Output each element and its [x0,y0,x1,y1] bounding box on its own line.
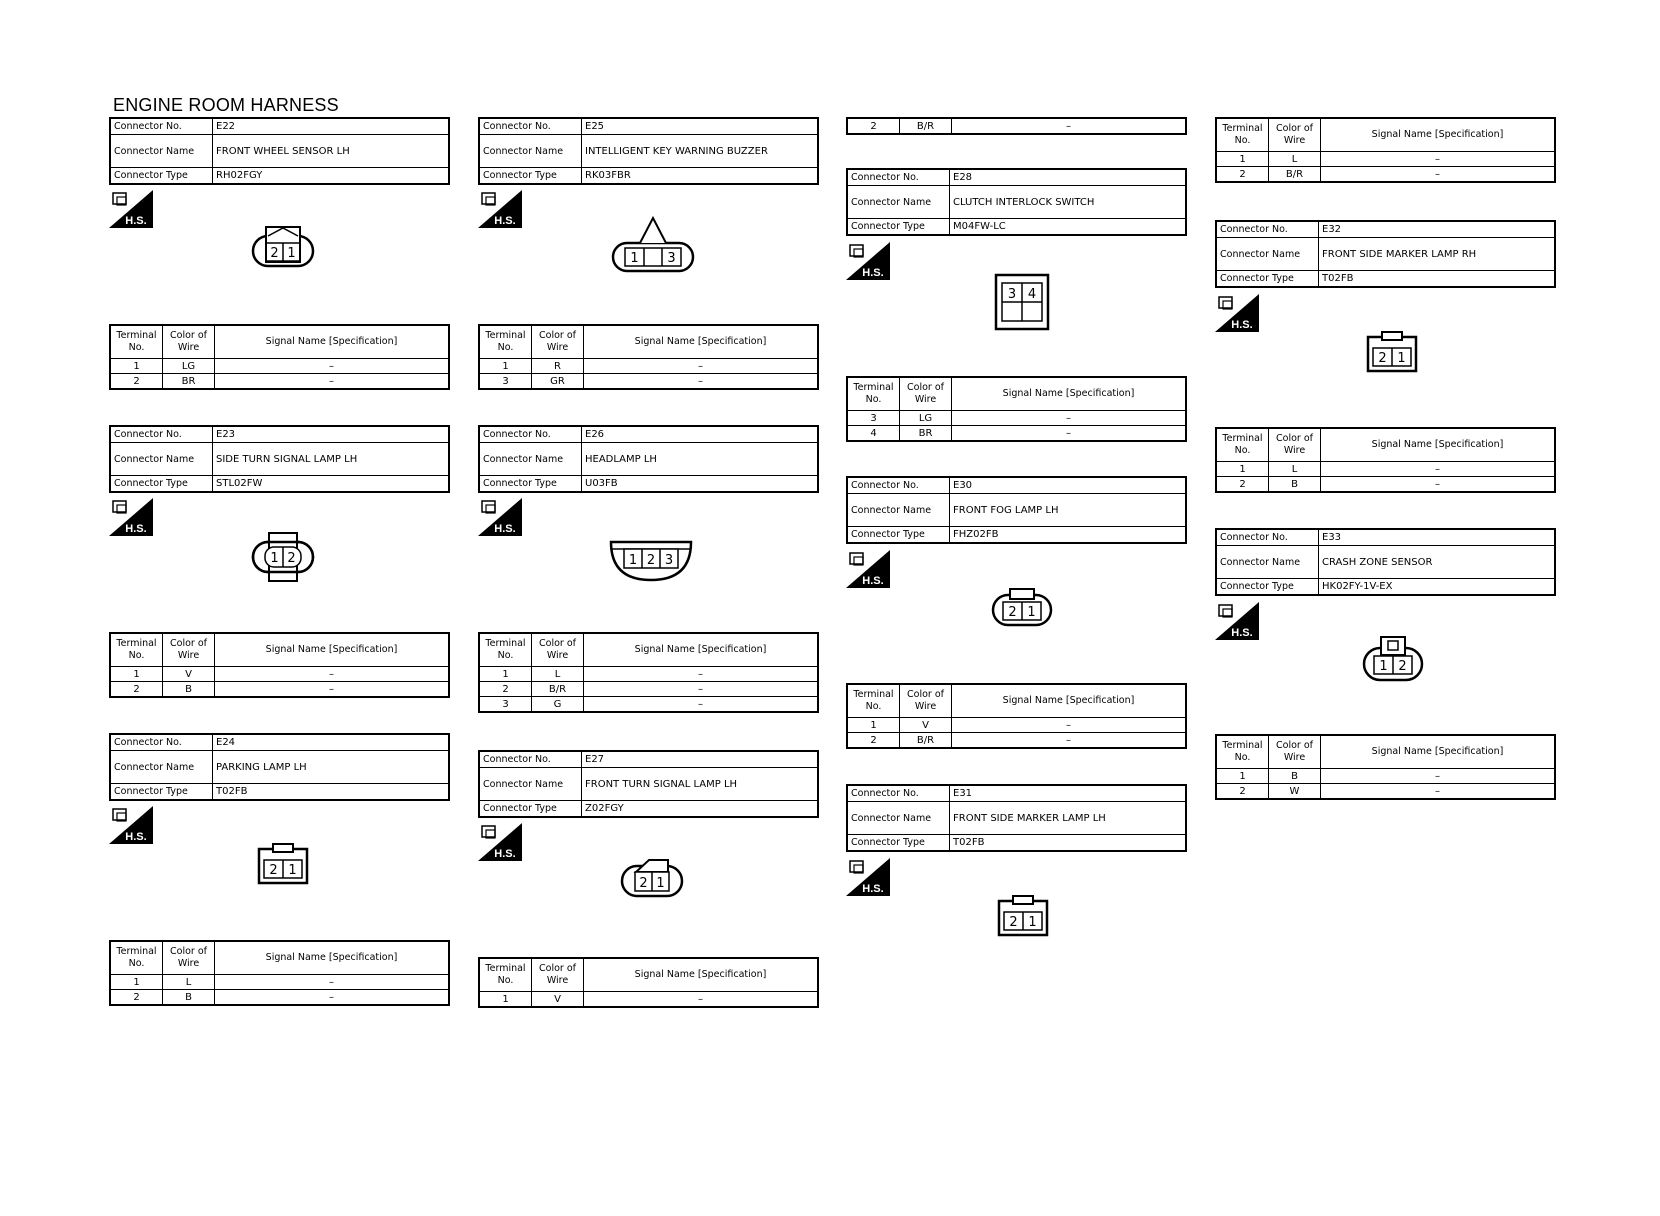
pin-label: 2 [646,553,656,568]
header-color-of-wire: Color of Wire [163,941,215,975]
header-signal-name: Signal Name [Specification] [1321,428,1556,462]
connector-diagram-e23 [250,530,316,584]
header-terminal-no: Terminal No. [1216,735,1269,769]
header-terminal-no: Terminal No. [1216,428,1269,462]
pin-label: 1 [628,553,638,568]
label-connector-name: Connector Name [1216,546,1319,579]
connector-diagram-e28 [994,273,1050,331]
terminal-cell: 2 [110,990,163,1006]
pin-label: 1 [1397,351,1406,366]
color-cell: B [163,682,215,698]
pin-label: 4 [1027,287,1037,302]
pin-label: 2 [269,863,278,878]
color-cell: V [900,718,952,733]
label-connector-no: Connector No. [1216,529,1319,546]
color-cell: LG [900,411,952,426]
connector-diagram-e26 [608,536,694,582]
signal-cell: – [584,682,819,697]
terminal-cell: 3 [479,697,532,713]
header-terminal-no: Terminal No. [479,325,532,359]
terminal-cell: 1 [479,992,532,1008]
connector-info-e25 [478,117,819,185]
header-signal-name: Signal Name [Specification] [584,325,819,359]
terminal-cell: 3 [479,374,532,390]
connector-type-value: STL02FW [213,476,450,493]
table-row [847,718,1186,733]
connector-info-e32 [1215,220,1556,288]
pin-label: 1 [630,251,639,266]
signal-cell: – [952,733,1187,749]
terminal-cell: 4 [847,426,900,442]
terminal-cell: 1 [479,667,532,682]
hs-icon [478,498,522,536]
header-color-of-wire: Color of Wire [900,377,952,411]
connector-name-value: FRONT SIDE MARKER LAMP LH [950,802,1187,835]
connector-info-e26 [478,425,819,493]
table-row [1216,462,1555,477]
connector-no-value: E33 [1319,529,1556,546]
terminal-cell: 1 [847,718,900,733]
color-cell: BR [163,374,215,390]
terminal-cell: 1 [479,359,532,374]
terminal-cell: 2 [847,733,900,749]
hs-badge-text: H.S. [494,848,516,860]
table-row [110,359,449,374]
pin-label: 3 [667,251,676,266]
label-connector-type: Connector Type [479,168,582,185]
label-connector-name: Connector Name [110,751,213,784]
terminal-cell: 3 [847,411,900,426]
hs-badge-text: H.S. [494,215,516,227]
table-row [110,682,449,698]
connector-diagram-e32 [1366,331,1418,373]
color-cell: L [532,667,584,682]
table-row [1216,784,1555,800]
connector-name-value: FRONT TURN SIGNAL LAMP LH [582,768,819,801]
connector-type-value: T02FB [213,784,450,801]
hs-badge-text: H.S. [1231,627,1253,639]
label-connector-type: Connector Type [110,784,213,801]
color-cell: B [1269,769,1321,784]
pin-label: 2 [1398,659,1407,674]
color-cell: G [532,697,584,713]
label-connector-type: Connector Type [847,219,950,236]
hs-badge-text: H.S. [494,523,516,535]
header-signal-name: Signal Name [Specification] [584,958,819,992]
connector-info-e23 [109,425,450,493]
connector-no-value: E28 [950,169,1187,186]
connector-name-value: CLUTCH INTERLOCK SWITCH [950,186,1187,219]
header-color-of-wire: Color of Wire [900,684,952,718]
pin-label: 2 [287,551,296,566]
header-signal-name: Signal Name [Specification] [952,684,1187,718]
connector-type-value: HK02FY-1V-EX [1319,579,1556,596]
header-signal-name: Signal Name [Specification] [952,377,1187,411]
color-cell: V [163,667,215,682]
signal-cell: – [952,426,1187,442]
hs-badge-text: H.S. [125,523,147,535]
pin-label: 1 [656,876,665,891]
header-terminal-no: Terminal No. [479,958,532,992]
connector-no-value: E31 [950,785,1187,802]
signal-cell: – [215,975,450,990]
terminal-cell: 2 [110,374,163,390]
table-row [110,374,449,390]
label-connector-name: Connector Name [110,443,213,476]
pin-label: 1 [1027,605,1036,620]
pin-label: 3 [1007,287,1017,302]
label-connector-no: Connector No. [479,751,582,768]
color-cell: GR [532,374,584,390]
signal-cell: – [1321,167,1556,183]
connector-no-value: E23 [213,426,450,443]
header-terminal-no: Terminal No. [847,684,900,718]
hs-badge-text: H.S. [862,267,884,279]
connector-diagram-e27 [619,856,685,900]
connector-no-value: E24 [213,734,450,751]
header-terminal-no: Terminal No. [110,633,163,667]
label-connector-no: Connector No. [110,734,213,751]
table-row [1216,769,1555,784]
pin-label: 2 [270,246,279,261]
label-connector-no: Connector No. [110,426,213,443]
hs-icon [478,190,522,228]
signal-cell: – [215,682,450,698]
table-row [479,667,818,682]
color-cell: B/R [900,733,952,749]
signal-cell: – [952,411,1187,426]
header-color-of-wire: Color of Wire [1269,118,1321,152]
hs-icon [109,806,153,844]
connector-info-e31 [846,784,1187,852]
wire-table-e28 [846,376,1187,442]
header-color-of-wire: Color of Wire [163,633,215,667]
wire-table-e30 [846,683,1187,749]
signal-cell: – [215,667,450,682]
pin-label: 2 [1009,915,1018,930]
signal-cell: – [952,718,1187,733]
table-row [110,990,449,1006]
pin-label: 1 [1379,659,1388,674]
hs-icon [846,550,890,588]
hs-icon [478,823,522,861]
terminal-cell: 2 [479,682,532,697]
terminal-cell: 1 [110,359,163,374]
table-row [847,733,1186,749]
connector-type-value: RK03FBR [582,168,819,185]
connector-type-value: U03FB [582,476,819,493]
connector-no-value: E32 [1319,221,1556,238]
connector-type-value: FHZ02FB [950,527,1187,544]
pin-label: 1 [270,551,279,566]
header-signal-name: Signal Name [Specification] [1321,118,1556,152]
label-connector-type: Connector Type [110,168,213,185]
wire-table-e33 [1215,734,1556,800]
label-connector-no: Connector No. [479,426,582,443]
signal-cell: – [584,359,819,374]
connector-info-e33 [1215,528,1556,596]
label-connector-name: Connector Name [847,494,950,527]
hs-icon [1215,602,1259,640]
header-color-of-wire: Color of Wire [532,325,584,359]
signal-cell: – [952,118,1187,134]
table-row [479,359,818,374]
connector-no-value: E30 [950,477,1187,494]
color-cell: B/R [900,118,952,134]
terminal-cell: 1 [1216,152,1269,167]
signal-cell: – [1321,477,1556,493]
label-connector-type: Connector Type [110,476,213,493]
signal-cell: – [1321,769,1556,784]
table-row [1216,167,1555,183]
header-terminal-no: Terminal No. [479,633,532,667]
connector-info-e24 [109,733,450,801]
table-row [110,667,449,682]
label-connector-name: Connector Name [847,186,950,219]
table-row [479,682,818,697]
signal-cell: – [215,374,450,390]
pin-label: 2 [1378,351,1387,366]
color-cell: L [163,975,215,990]
label-connector-no: Connector No. [479,118,582,135]
color-cell: B/R [1269,167,1321,183]
label-connector-no: Connector No. [110,118,213,135]
label-connector-name: Connector Name [479,768,582,801]
wire-table-e27 [478,957,819,1008]
connector-name-value: FRONT WHEEL SENSOR LH [213,135,450,168]
signal-cell: – [584,374,819,390]
label-connector-no: Connector No. [847,477,950,494]
header-signal-name: Signal Name [Specification] [215,325,450,359]
terminal-cell: 1 [110,667,163,682]
connector-name-value: FRONT SIDE MARKER LAMP RH [1319,238,1556,271]
connector-type-value: M04FW-LC [950,219,1187,236]
hs-badge-text: H.S. [862,575,884,587]
terminal-cell: 2 [110,682,163,698]
label-connector-name: Connector Name [1216,238,1319,271]
table-row [847,411,1186,426]
terminal-cell: 2 [1216,477,1269,493]
table-row [847,118,1186,134]
table-row [1216,152,1555,167]
color-cell: B/R [532,682,584,697]
connector-info-e28 [846,168,1187,236]
header-color-of-wire: Color of Wire [1269,735,1321,769]
connector-info-e22 [109,117,450,185]
connector-name-value: INTELLIGENT KEY WARNING BUZZER [582,135,819,168]
header-signal-name: Signal Name [Specification] [1321,735,1556,769]
label-connector-type: Connector Type [1216,271,1319,288]
pin-label: 2 [639,876,648,891]
header-color-of-wire: Color of Wire [532,958,584,992]
signal-cell: – [1321,462,1556,477]
pin-label: 1 [1028,915,1037,930]
connector-no-value: E25 [582,118,819,135]
table-row [1216,477,1555,493]
wire-table-e25 [478,324,819,390]
pin-label: 1 [287,246,296,261]
label-connector-name: Connector Name [110,135,213,168]
terminal-cell: 2 [1216,167,1269,183]
label-connector-no: Connector No. [847,785,950,802]
label-connector-type: Connector Type [479,801,582,818]
connector-diagram-e33 [1361,634,1425,684]
header-terminal-no: Terminal No. [847,377,900,411]
terminal-cell: 1 [1216,462,1269,477]
label-connector-type: Connector Type [479,476,582,493]
hs-badge-text: H.S. [125,831,147,843]
table-row [479,374,818,390]
signal-cell: – [215,359,450,374]
connector-type-value: RH02FGY [213,168,450,185]
connector-diagram-e25 [610,215,696,273]
hs-badge-text: H.S. [125,215,147,227]
terminal-cell: 1 [1216,769,1269,784]
connector-info-e27 [478,750,819,818]
connector-type-value: T02FB [950,835,1187,852]
pin-label: 3 [664,553,674,568]
pin-label: 1 [288,863,297,878]
signal-cell: – [584,697,819,713]
terminal-cell: 2 [1216,784,1269,800]
table-row [479,992,818,1008]
label-connector-name: Connector Name [479,135,582,168]
label-connector-name: Connector Name [847,802,950,835]
connector-name-value: PARKING LAMP LH [213,751,450,784]
wire-table-e27-continued [846,117,1187,135]
color-cell: L [1269,152,1321,167]
header-terminal-no: Terminal No. [110,941,163,975]
wire-table-e26 [478,632,819,713]
label-connector-name: Connector Name [479,443,582,476]
wire-table-e22 [109,324,450,390]
color-cell: V [532,992,584,1008]
header-color-of-wire: Color of Wire [532,633,584,667]
hs-icon [846,242,890,280]
hs-icon [109,190,153,228]
signal-cell: – [215,990,450,1006]
color-cell: BR [900,426,952,442]
hs-icon [846,858,890,896]
signal-cell: – [584,992,819,1008]
connector-type-value: T02FB [1319,271,1556,288]
header-color-of-wire: Color of Wire [1269,428,1321,462]
table-row [847,426,1186,442]
wire-table-e32 [1215,427,1556,493]
connector-diagram-e22 [250,222,316,274]
header-terminal-no: Terminal No. [110,325,163,359]
header-signal-name: Signal Name [Specification] [584,633,819,667]
connector-no-value: E27 [582,751,819,768]
connector-name-value: CRASH ZONE SENSOR [1319,546,1556,579]
hs-badge-text: H.S. [1231,319,1253,331]
wire-table-e31 [1215,117,1556,183]
pin-label: 2 [1008,605,1017,620]
header-terminal-no: Terminal No. [1216,118,1269,152]
label-connector-type: Connector Type [847,527,950,544]
color-cell: B [163,990,215,1006]
color-cell: R [532,359,584,374]
connector-info-e30 [846,476,1187,544]
hs-badge-text: H.S. [862,883,884,895]
signal-cell: – [1321,152,1556,167]
connector-name-value: FRONT FOG LAMP LH [950,494,1187,527]
connector-name-value: SIDE TURN SIGNAL LAMP LH [213,443,450,476]
signal-cell: – [1321,784,1556,800]
wire-table-e24 [109,940,450,1006]
color-cell: B [1269,477,1321,493]
header-color-of-wire: Color of Wire [163,325,215,359]
hs-icon [109,498,153,536]
label-connector-no: Connector No. [847,169,950,186]
connector-diagram-e24 [257,843,309,885]
wire-table-e23 [109,632,450,698]
color-cell: L [1269,462,1321,477]
connector-no-value: E26 [582,426,819,443]
color-cell: W [1269,784,1321,800]
terminal-cell: 1 [110,975,163,990]
connector-diagram-e31 [997,895,1049,937]
signal-cell: – [584,667,819,682]
label-connector-type: Connector Type [1216,579,1319,596]
terminal-cell: 2 [847,118,900,134]
label-connector-no: Connector No. [1216,221,1319,238]
connector-diagram-e30 [990,587,1054,629]
connector-name-value: HEADLAMP LH [582,443,819,476]
header-signal-name: Signal Name [Specification] [215,941,450,975]
color-cell: LG [163,359,215,374]
table-row [110,975,449,990]
page-title: ENGINE ROOM HARNESS [113,95,339,115]
connector-type-value: Z02FGY [582,801,819,818]
hs-icon [1215,294,1259,332]
label-connector-type: Connector Type [847,835,950,852]
table-row [479,697,818,713]
connector-no-value: E22 [213,118,450,135]
header-signal-name: Signal Name [Specification] [215,633,450,667]
